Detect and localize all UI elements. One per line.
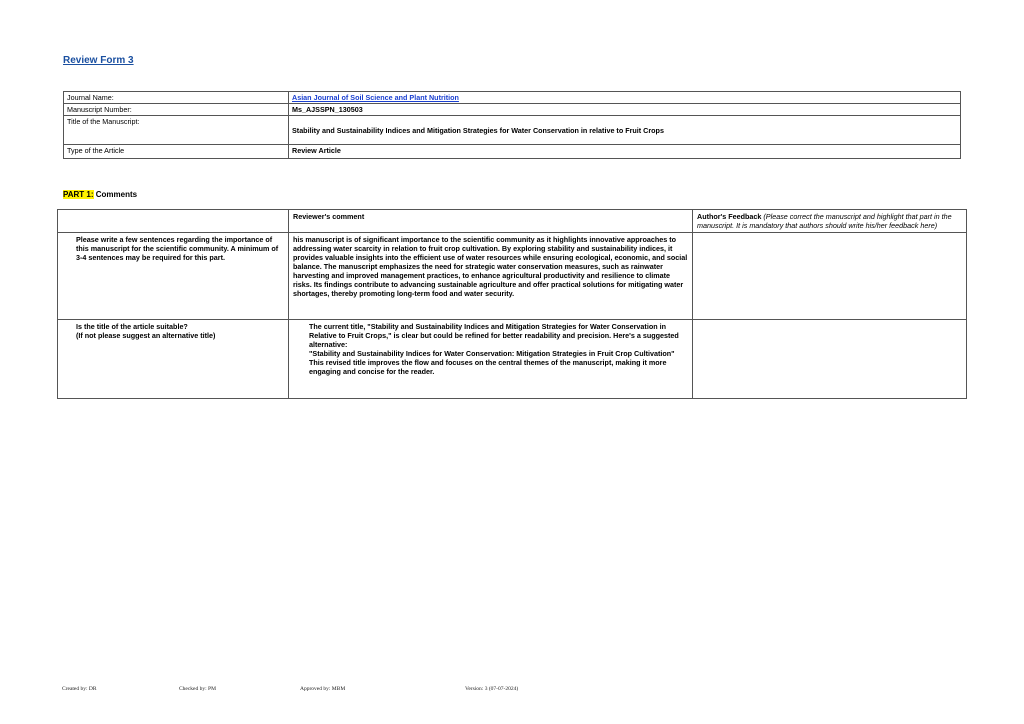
article-type-row <box>64 145 961 159</box>
question-title-line2: (If not please suggest an alternative title) <box>76 331 216 340</box>
manuscript-title-label: Title of the Manuscript: <box>64 116 289 145</box>
question-importance: Please write a few sentences regarding the importance of this manuscript for the scientific community. A minimum of 3-4 sentences may be required for this part. <box>58 233 289 320</box>
footer-approved: Approved by: MBM <box>300 686 346 692</box>
header-reviewer-comment: Reviewer's comment <box>289 210 693 233</box>
manuscript-title-value: Stability and Sustainability Indices and Mitigation Strategies for Water Conservation in relative to Fruit Crops <box>289 116 961 145</box>
header-author-feedback <box>693 210 967 233</box>
author-feedback-note: (Please correct the manuscript and highlight that part in the manuscript. It is mandatory that authors should write his/her feedback here) <box>697 212 952 230</box>
answer-title <box>289 320 693 399</box>
part-label: PART 1: <box>63 190 94 199</box>
comment-row-importance <box>58 233 967 320</box>
answer-title-p2: "Stability and Sustainability Indices for Water Conservation: Mitigation Strategies in Fruit Crop Cultivation" <box>309 349 675 358</box>
author-feedback-importance[interactable] <box>693 233 967 320</box>
part-title: Comments <box>93 190 138 199</box>
header-empty-cell <box>58 210 289 233</box>
answer-title-p3: This revised title improves the flow and focuses on the central themes of the manuscript, making it more engaging and concise for the reader. <box>309 358 667 376</box>
form-title: Review Form 3 <box>63 55 134 66</box>
manuscript-number-label: Manuscript Number: <box>64 104 289 116</box>
manuscript-number-row <box>64 104 961 116</box>
answer-importance: his manuscript is of significant importance to the scientific community as it highlights innovative approaches to addressing water scarcity in relation to fruit crop cultivation. By exploring stability and sustainability indices, it provides valuable insights into the efficient use of water resources while ensuring ecological, economic, and social balance. The manuscript emphasizes the need for strategic water conservation measures, such as rainwater harvesting and improved management practices, to enhance agricultural productivity and resilience to climate risks. Its findings contribute to advancing sustainable agriculture and offer practical solutions for mitigating water shortages, thereby promoting long-term food and water security. <box>289 233 693 320</box>
comments-header-row <box>58 210 967 233</box>
author-feedback-title: Author's Feedback <box>697 212 762 221</box>
manuscript-title-row <box>64 116 961 145</box>
journal-row <box>64 92 961 104</box>
article-type-label: Type of the Article <box>64 145 289 159</box>
footer-version: Version: 3 (07-07-2024) <box>465 686 519 692</box>
footer-checked: Checked by: PM <box>179 686 216 692</box>
part-heading <box>63 190 137 199</box>
manuscript-info-table <box>63 91 961 159</box>
footer-created: Created by: DR <box>62 686 97 692</box>
article-type-value: Review Article <box>289 145 961 159</box>
question-title <box>58 320 289 399</box>
comment-row-title <box>58 320 967 399</box>
answer-title-p1: The current title, "Stability and Sustainability Indices and Mitigation Strategies for Water Conservation in Relative to Fruit Crops," is clear but could be refined for better readability and precision. Here's a suggested alternative: <box>309 322 679 349</box>
journal-link[interactable]: Asian Journal of Soil Science and Plant Nutrition <box>292 93 459 102</box>
author-feedback-title-cell[interactable] <box>693 320 967 399</box>
question-title-line1: Is the title of the article suitable? <box>76 322 188 331</box>
journal-label: Journal Name: <box>64 92 289 104</box>
comments-table <box>57 209 967 399</box>
manuscript-number-value: Ms_AJSSPN_130503 <box>289 104 961 116</box>
